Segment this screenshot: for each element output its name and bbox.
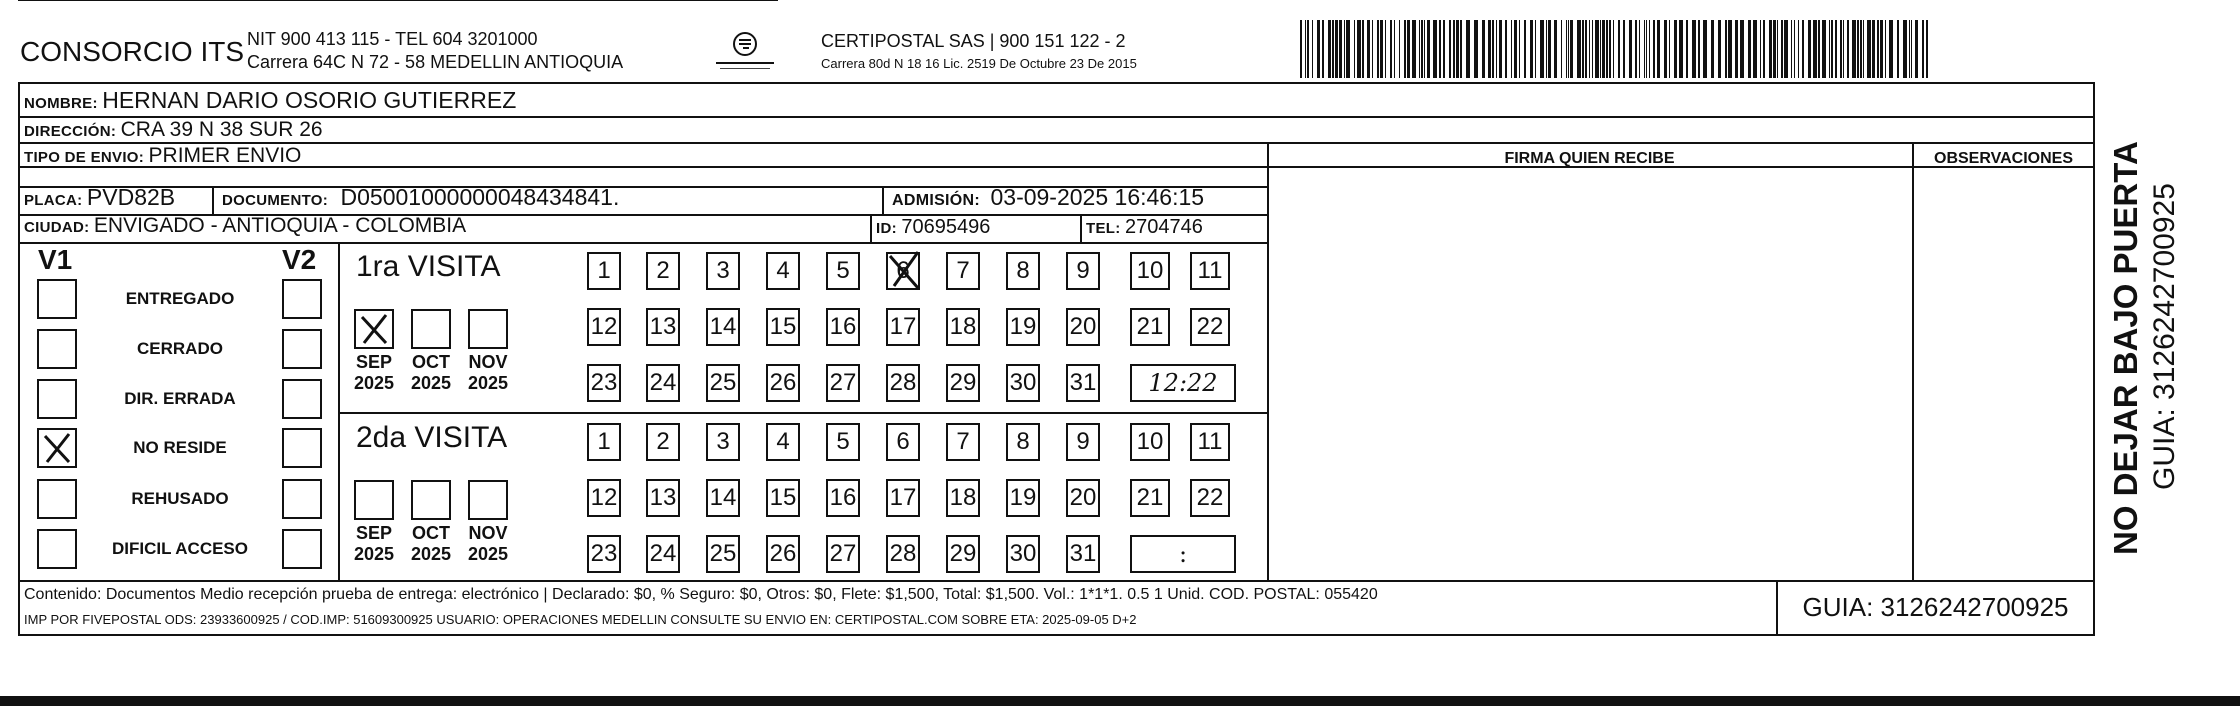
month-label: [401, 352, 461, 394]
v1-checkbox-6[interactable]: [37, 529, 77, 569]
side-guia: GUIA: 3126242700925: [2148, 183, 2181, 490]
v2-checkbox-3[interactable]: [282, 379, 322, 419]
courier-line: CERTIPOSTAL SAS | 900 151 122 - 2: [821, 31, 1126, 51]
day-box[interactable]: 27: [826, 364, 860, 402]
month-name: NOV: [468, 523, 508, 543]
month-name: OCT: [412, 523, 450, 543]
tipo-envio-value: PRIMER ENVIO: [148, 144, 302, 167]
month-name: SEP: [355, 352, 393, 372]
barcode: [1300, 20, 1932, 78]
month-checkbox-sep[interactable]: [354, 480, 394, 520]
field-ciudad: [24, 214, 466, 238]
direccion-label: DIRECCIÓN:: [24, 123, 117, 140]
day-box[interactable]: 8: [1006, 252, 1040, 290]
v1-checkbox-1[interactable]: [37, 279, 77, 319]
field-direccion: [24, 118, 323, 142]
month-checkbox-oct[interactable]: [411, 480, 451, 520]
day-box[interactable]: 23: [587, 364, 621, 402]
day-box[interactable]: 3: [706, 423, 740, 461]
month-name: SEP: [355, 523, 393, 543]
day-box[interactable]: 25: [706, 364, 740, 402]
month-year: 2025: [353, 544, 395, 564]
day-box[interactable]: 10: [1130, 252, 1170, 290]
month-label: [401, 523, 461, 565]
day-box[interactable]: 24: [646, 364, 680, 402]
day-box[interactable]: 12: [587, 479, 621, 517]
day-box[interactable]: 14: [706, 308, 740, 346]
footer-guia: GUIA: 3126242700925: [1802, 592, 2069, 622]
field-admision: [892, 184, 1204, 211]
day-box[interactable]: 17: [886, 479, 920, 517]
day-box[interactable]: 8: [1006, 423, 1040, 461]
day-box[interactable]: 16: [826, 479, 860, 517]
day-box[interactable]: 15: [766, 479, 800, 517]
month-year: 2025: [467, 373, 509, 393]
day-box[interactable]: 22: [1190, 308, 1230, 346]
day-box[interactable]: 7: [946, 423, 980, 461]
day-box[interactable]: 26: [766, 364, 800, 402]
day-box[interactable]: 31: [1066, 535, 1100, 573]
tel-label: TEL:: [1086, 220, 1121, 237]
day-box[interactable]: 20: [1066, 479, 1100, 517]
day-box[interactable]: 2: [646, 423, 680, 461]
day-box[interactable]: 5: [826, 252, 860, 290]
day-box[interactable]: 4: [766, 423, 800, 461]
visit-title: 1ra VISITA: [356, 250, 501, 283]
day-box[interactable]: 24: [646, 535, 680, 573]
day-box[interactable]: 9: [1066, 423, 1100, 461]
day-box[interactable]: 3: [706, 252, 740, 290]
day-box[interactable]: 30: [1006, 364, 1040, 402]
day-box[interactable]: 16: [826, 308, 860, 346]
nit-line: NIT 900 413 115 - TEL 604 3201000: [247, 29, 538, 49]
field-id: [876, 216, 990, 239]
visit-time-box[interactable]: :: [1130, 535, 1236, 573]
day-box[interactable]: 30: [1006, 535, 1040, 573]
month-name: NOV: [468, 352, 508, 372]
status-option-label: NO RESIDE: [133, 438, 227, 457]
day-box[interactable]: 19: [1006, 479, 1040, 517]
v2-heading: V2: [282, 244, 317, 275]
day-box[interactable]: 13: [646, 479, 680, 517]
id-value: 70695496: [901, 216, 991, 238]
day-box[interactable]: 21: [1130, 479, 1170, 517]
field-tel: [1086, 216, 1203, 239]
day-box[interactable]: 19: [1006, 308, 1040, 346]
month-label: [458, 523, 518, 565]
month-year: 2025: [467, 544, 509, 564]
company-address: Carrera 64C N 72 - 58 MEDELLIN ANTIOQUIA: [247, 52, 624, 72]
v1-heading: V1: [38, 244, 73, 275]
day-box[interactable]: 10: [1130, 423, 1170, 461]
v2-checkbox-2[interactable]: [282, 329, 322, 369]
day-box[interactable]: 11: [1190, 252, 1230, 290]
day-box[interactable]: 1: [587, 252, 621, 290]
field-placa: [24, 184, 175, 211]
footer-impresion: IMP POR FIVEPOSTAL ODS: 23933600925 / COD.IMP: 51609300925 USUARIO: OPERACIONES MEDELLIN CONSULTE SU ENVIO EN: CERTIPOSTAL.COM SOBRE ETA: 2025-09-05 D+2: [24, 612, 1137, 627]
day-box[interactable]: 25: [706, 535, 740, 573]
field-nombre: [24, 87, 516, 114]
v2-checkbox-6[interactable]: [282, 529, 322, 569]
month-checkbox-nov[interactable]: [468, 309, 508, 349]
month-checkbox-oct[interactable]: [411, 309, 451, 349]
day-box[interactable]: 6: [886, 252, 920, 290]
month-name: OCT: [412, 352, 450, 372]
day-box[interactable]: 14: [706, 479, 740, 517]
day-box[interactable]: 9: [1066, 252, 1100, 290]
no-dejar-bajo-puerta: NO DEJAR BAJO PUERTA: [2107, 141, 2144, 555]
v2-checkbox-5[interactable]: [282, 479, 322, 519]
month-label: [344, 352, 404, 394]
ciudad-value: ENVIGADO - ANTIOQUIA - COLOMBIA: [93, 214, 467, 237]
v1-checkbox-5[interactable]: [37, 479, 77, 519]
certipostal-logo: [710, 30, 780, 75]
id-label: ID:: [876, 220, 897, 237]
day-box[interactable]: 12: [587, 308, 621, 346]
status-option-label: ENTREGADO: [125, 289, 235, 308]
nombre-value: HERNAN DARIO OSORIO GUTIERREZ: [102, 87, 517, 113]
v1-checkbox-3[interactable]: [37, 379, 77, 419]
direccion-value: CRA 39 N 38 SUR 26: [120, 118, 323, 141]
v2-checkbox-4[interactable]: [282, 428, 322, 468]
v2-checkbox-1[interactable]: [282, 279, 322, 319]
day-box[interactable]: 4: [766, 252, 800, 290]
month-year: 2025: [410, 544, 452, 564]
documento-label: DOCUMENTO:: [222, 192, 329, 209]
observaciones-header: OBSERVACIONES: [1934, 150, 2073, 167]
firma-header: FIRMA QUIEN RECIBE: [1504, 150, 1675, 167]
day-box[interactable]: 18: [946, 308, 980, 346]
day-box[interactable]: 31: [1066, 364, 1100, 402]
field-documento: [222, 184, 619, 211]
v1-checkbox-4[interactable]: [37, 428, 77, 468]
day-box[interactable]: 29: [946, 364, 980, 402]
day-box[interactable]: 28: [886, 535, 920, 573]
tipo-envio-label: TIPO DE ENVIO:: [24, 149, 145, 166]
day-box[interactable]: 27: [826, 535, 860, 573]
status-option-label: DIFICIL ACCESO: [111, 539, 248, 558]
day-box[interactable]: 1: [587, 423, 621, 461]
tel-value: 2704746: [1124, 216, 1203, 238]
day-box[interactable]: 13: [646, 308, 680, 346]
day-box[interactable]: 29: [946, 535, 980, 573]
nombre-label: NOMBRE:: [24, 95, 98, 112]
day-box[interactable]: 17: [886, 308, 920, 346]
status-option-label: REHUSADO: [131, 489, 229, 508]
month-label: [458, 352, 518, 394]
day-box[interactable]: 7: [946, 252, 980, 290]
day-box[interactable]: 26: [766, 535, 800, 573]
day-box[interactable]: 6: [886, 423, 920, 461]
courier-address: Carrera 80d N 18 16 Lic. 2519 De Octubre 23 De 2015: [821, 56, 1137, 71]
day-box[interactable]: 2: [646, 252, 680, 290]
footer-contenido: Contenido: Documentos Medio recepción prueba de entrega: electrónico | Declarado: $0, % Seguro: $0, Otros: $0, Flete: $1,500, Total: $1,500. Vol.: 1*1*1. 0.5 1 Unid. COD. POSTAL: 055420: [24, 586, 1378, 603]
month-checkbox-sep[interactable]: [354, 309, 394, 349]
admision-label: ADMISIÓN:: [892, 192, 981, 209]
day-box[interactable]: 11: [1190, 423, 1230, 461]
day-box[interactable]: 21: [1130, 308, 1170, 346]
day-box[interactable]: 5: [826, 423, 860, 461]
ciudad-label: CIUDAD:: [24, 219, 90, 236]
day-box[interactable]: 23: [587, 535, 621, 573]
admision-value: 03-09-2025 16:46:15: [990, 184, 1205, 210]
month-year: 2025: [410, 373, 452, 393]
day-box[interactable]: 15: [766, 308, 800, 346]
brand-name: CONSORCIO ITS: [20, 36, 245, 67]
bottom-bar: [0, 696, 2240, 706]
status-option-label: CERRADO: [137, 339, 223, 358]
month-checkbox-nov[interactable]: [468, 480, 508, 520]
day-box[interactable]: 22: [1190, 479, 1230, 517]
day-box[interactable]: 20: [1066, 308, 1100, 346]
field-tipo-envio: [24, 144, 301, 168]
visit-title: 2da VISITA: [356, 421, 508, 454]
month-year: 2025: [353, 373, 395, 393]
placa-value: PVD82B: [86, 184, 176, 210]
v1-checkbox-2[interactable]: [37, 329, 77, 369]
month-label: [344, 523, 404, 565]
documento-value: D05001000000048434841.: [340, 184, 620, 210]
day-box[interactable]: 28: [886, 364, 920, 402]
status-option-label: DIR. ERRADA: [124, 389, 236, 408]
visit-time-box[interactable]: 12:22: [1130, 364, 1236, 402]
day-box[interactable]: 18: [946, 479, 980, 517]
placa-label: PLACA:: [24, 192, 83, 209]
